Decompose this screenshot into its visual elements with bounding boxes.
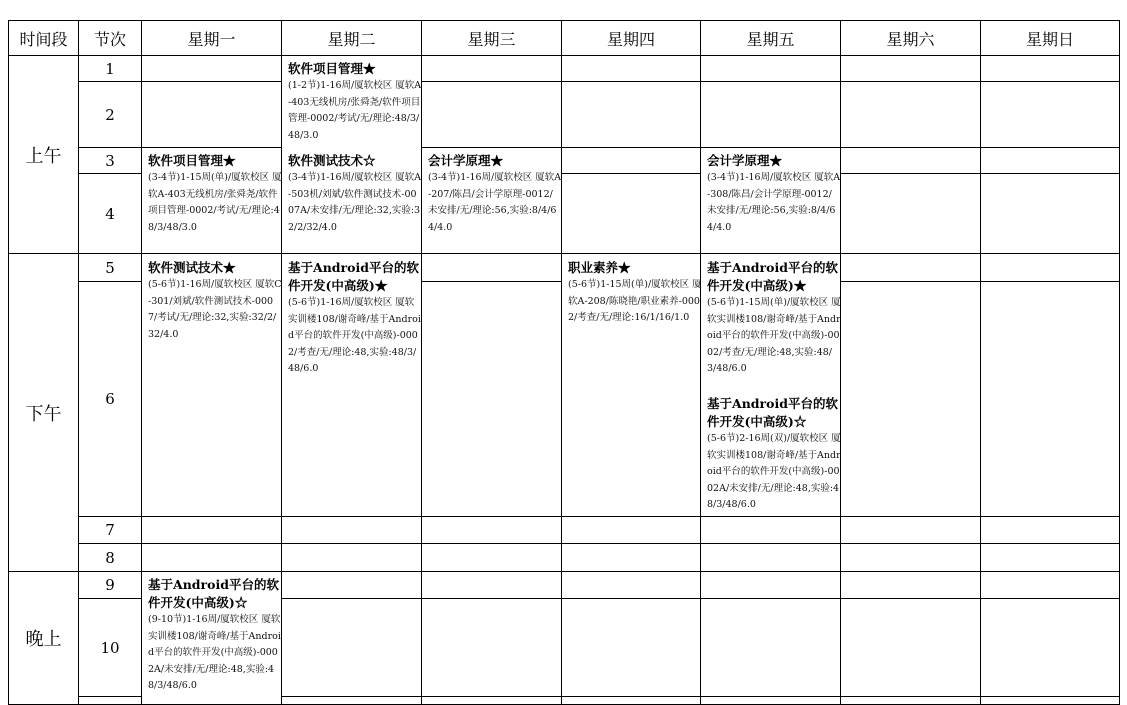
grid-line (78, 81, 1120, 82)
header-friday: 星期五 (746, 29, 795, 49)
course-title: 基于Android平台的软件开发(中高级)☆ (148, 577, 279, 610)
section-number: 10 (100, 638, 120, 657)
course-block[interactable] (568, 259, 702, 327)
course-block[interactable] (428, 152, 562, 236)
course-block[interactable] (707, 259, 841, 378)
course-block[interactable] (148, 576, 282, 695)
course-title: 基于Android平台的软件开发(中高级)☆ (707, 396, 838, 429)
grid-line (980, 20, 981, 705)
period-evening: 晚上 (25, 629, 62, 650)
section-number: 5 (105, 258, 115, 277)
section-number: 7 (105, 521, 115, 539)
section-number: 3 (105, 151, 115, 170)
course-block[interactable] (148, 259, 282, 343)
course-title: 职业素养★ (568, 260, 631, 275)
section-number: 4 (105, 204, 115, 223)
course-title: 基于Android平台的软件开发(中高级)★ (707, 260, 838, 293)
course-detail: (5-6节)1-15周(单)/厦软校区 厦软A-208/陈晓艳/职业素养-0002/考查/无/理论:16/1/16/1.0 (568, 279, 702, 323)
course-detail: (1-2节)1-16周/厦软校区 厦软A-403无线机房/张舜尧/软件项目管理-0002/考试/无/理论:48/3/48/3.0 (288, 80, 422, 141)
course-detail: (5-6节)1-15周(单)/厦软校区 厦软实训楼108/谢奇峰/基于Android平台的软件开发(中高级)-0002/考查/无/理论:48,实验:48/3/48/6.0 (707, 297, 841, 374)
header-saturday: 星期六 (886, 29, 935, 49)
section-number: 1 (105, 59, 115, 78)
course-block[interactable] (707, 395, 841, 514)
course-detail: (3-4节)1-16周/厦软校区 厦软A-308/陈昌/会计学原理-0012/未安排/无/理论:56,实验:8/4/64/4.0 (707, 172, 841, 233)
period-morning: 上午 (25, 145, 62, 167)
course-block[interactable] (148, 152, 282, 236)
grid-line (1119, 20, 1120, 705)
section-number: 8 (105, 548, 115, 567)
grid-line (78, 543, 1120, 544)
course-title: 软件项目管理★ (288, 61, 376, 76)
course-block[interactable] (288, 259, 422, 378)
course-detail: (3-4节)1-16周/厦软校区 厦软A-503机/刘斌/软件测试技术-0007A/未安排/无/理论:32,实验:32/2/32/4.0 (288, 172, 422, 233)
course-detail: (5-6节)1-16周/厦软校区 厦软实训楼108/谢奇峰/基于Android平台的软件开发(中高级)-0002/考查/无/理论:48,实验:48/3/48/6.0 (288, 297, 421, 374)
header-monday: 星期一 (187, 29, 236, 49)
course-title: 软件项目管理★ (148, 153, 236, 168)
header-thursday: 星期四 (606, 29, 655, 49)
course-detail: (9-10节)1-16周/厦软校区 厦软实训楼108/谢奇峰/基于Android平台的软件开发(中高级)-0002A/未安排/无/理论:48,实验:48/3/48/6.0 (148, 614, 281, 691)
course-title: 会计学原理★ (707, 153, 783, 168)
header-section: 节次 (93, 29, 126, 49)
course-block[interactable] (707, 152, 841, 236)
course-title: 基于Android平台的软件开发(中高级)★ (288, 260, 419, 293)
section-number: 2 (105, 105, 115, 124)
course-title: 软件测试技术☆ (288, 153, 376, 168)
course-title: 软件测试技术★ (148, 260, 236, 275)
period-afternoon: 下午 (25, 403, 62, 425)
course-title: 会计学原理★ (428, 153, 504, 168)
course-block[interactable] (288, 152, 422, 236)
grid-line (8, 55, 1120, 56)
course-detail: (5-6节)1-16周/厦软校区 厦软C-301/刘斌/软件测试技术-0007/考试/无/理论:32,实验:32/2/32/4.0 (148, 279, 282, 340)
grid-line (78, 516, 1120, 517)
course-detail: (3-4节)1-15周(单)/厦软校区 厦软A-403无线机房/张舜尧/软件项目管理-0002/考试/无/理论:48/3/48/3.0 (148, 172, 282, 233)
header-tuesday: 星期二 (327, 29, 376, 49)
header-wednesday: 星期三 (467, 29, 516, 49)
course-detail: (5-6节)2-16周(双)/厦软校区 厦软实训楼108/谢奇峰/基于Android平台的软件开发(中高级)-0002A/未安排/无/理论:48,实验:48/3/48/6.0 (707, 433, 841, 510)
header-time-period: 时间段 (19, 29, 68, 49)
section-number: 6 (105, 390, 115, 408)
header-sunday: 星期日 (1025, 29, 1074, 49)
course-block[interactable] (288, 60, 422, 144)
section-number: 9 (105, 576, 115, 594)
timetable (8, 20, 1120, 705)
course-detail: (3-4节)1-16周/厦软校区 厦软A-207/陈昌/会计学原理-0012/未安排/无/理论:56,实验:8/4/64/4.0 (428, 172, 562, 233)
